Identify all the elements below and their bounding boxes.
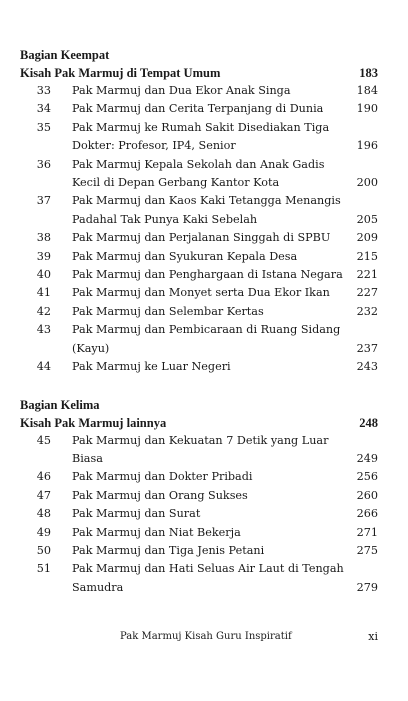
toc-entry[interactable] — [20, 156, 378, 193]
part-label: Bagian Keempat — [20, 48, 110, 62]
section-heading-title: Kisah Pak Marmuj di Tempat Umum — [20, 66, 221, 80]
toc-entry[interactable] — [20, 119, 378, 156]
toc-entry[interactable] — [20, 432, 378, 469]
entry-title: Pak Marmuj dan Penghargaan di Istana Negara — [72, 268, 343, 282]
entry-title: Pak Marmuj ke Luar Negeri — [72, 360, 231, 374]
toc-entry[interactable] — [20, 303, 378, 321]
toc-entry[interactable] — [20, 284, 378, 302]
footer-page-number: xi — [368, 630, 378, 643]
entry-title: Pak Marmuj dan Orang Sukses — [72, 488, 248, 502]
entry-title: Pak Marmuj dan Perjalanan Singgah di SPBU — [72, 231, 331, 245]
entry-title: Pak Marmuj dan Dua Ekor Anak Singa — [72, 84, 291, 97]
section-heading-page: 183 — [359, 66, 378, 80]
toc-entry[interactable] — [20, 524, 378, 542]
entry-title: Pak Marmuj dan Niat Bekerja — [72, 525, 241, 539]
toc-entry[interactable] — [20, 358, 378, 376]
entry-title: Pak Marmuj dan Dokter Pribadi — [72, 470, 253, 484]
toc-entry[interactable] — [20, 266, 378, 284]
entry-title: Pak Marmuj dan Kaos Kaki Tetangga Menangis Padahal Tak Punya Kaki Sebelah — [72, 194, 341, 226]
entry-number: 34 — [36, 102, 51, 116]
entry-page: 279 — [356, 580, 378, 594]
entry-page: 200 — [356, 176, 378, 190]
entry-page: 275 — [356, 543, 378, 557]
entry-page: 237 — [356, 341, 378, 355]
entry-page: 184 — [356, 84, 378, 97]
footer-book-title: Pak Marmuj Kisah Guru Inspiratif — [120, 631, 292, 642]
toc-entry[interactable] — [20, 468, 378, 486]
table-of-contents — [20, 46, 378, 597]
section-heading[interactable] — [20, 414, 378, 432]
entry-title: Pak Marmuj dan Kekuatan 7 Detik yang Luar Biasa — [72, 433, 329, 465]
entry-title: Pak Marmuj dan Surat — [72, 507, 201, 521]
entry-title: Pak Marmuj dan Hati Seluas Air Laut di Tengah Samudra — [72, 562, 344, 594]
entry-number: 39 — [36, 249, 51, 263]
entry-title: Pak Marmuj dan Monyet serta Dua Ekor Ikan — [72, 286, 330, 300]
entry-number: 46 — [36, 470, 51, 484]
toc-entry[interactable] — [20, 82, 378, 100]
entry-page: 221 — [356, 268, 378, 282]
toc-entry[interactable] — [20, 192, 378, 229]
entry-number: 44 — [36, 360, 51, 374]
toc-entry[interactable] — [20, 542, 378, 560]
entry-page: 190 — [356, 102, 378, 116]
entry-page: 266 — [356, 507, 378, 521]
toc-entry[interactable] — [20, 560, 378, 597]
entry-title: Pak Marmuj dan Selembar Kertas — [72, 304, 264, 318]
entry-page: 256 — [356, 470, 378, 484]
entry-number: 35 — [36, 120, 51, 134]
entry-title: Pak Marmuj Kepala Sekolah dan Anak Gadis Kecil di Depan Gerbang Kantor Kota — [72, 157, 325, 190]
entry-number: 51 — [36, 562, 51, 576]
entry-page: 271 — [356, 525, 378, 539]
part-label: Bagian Kelima — [20, 397, 100, 412]
entry-title: Pak Marmuj dan Pembicaraan di Ruang Sidang (Kayu) — [72, 323, 341, 355]
toc-entry[interactable] — [20, 487, 378, 505]
entry-number: 47 — [36, 488, 51, 502]
section-spacer — [20, 377, 378, 396]
entry-number: 33 — [36, 84, 51, 97]
entry-number: 50 — [36, 543, 51, 557]
section-heading-page: 248 — [359, 415, 378, 430]
toc-entry[interactable] — [20, 248, 378, 266]
toc-entry[interactable] — [20, 229, 378, 247]
entry-page: 215 — [356, 249, 378, 263]
entry-number: 42 — [36, 304, 51, 318]
entry-page: 209 — [356, 231, 378, 245]
entry-number: 40 — [36, 268, 51, 282]
entry-title: Pak Marmuj ke Rumah Sakit Disediakan Tiga Dokter: Profesor, IP4, Senior — [72, 120, 330, 153]
entry-page: 243 — [356, 360, 378, 374]
entry-number: 36 — [36, 157, 51, 171]
entry-title: Pak Marmuj dan Tiga Jenis Petani — [72, 543, 265, 557]
entry-page: 260 — [356, 488, 378, 502]
toc-entry[interactable] — [20, 505, 378, 523]
entry-page: 196 — [356, 139, 378, 153]
entry-page: 205 — [356, 212, 378, 226]
entry-number: 49 — [36, 525, 51, 539]
entry-page: 249 — [356, 451, 378, 465]
entry-title: Pak Marmuj dan Syukuran Kepala Desa — [72, 249, 298, 263]
entry-number: 45 — [36, 433, 51, 447]
section-heading-title: Kisah Pak Marmuj lainnya — [20, 415, 167, 430]
toc-entry[interactable] — [20, 321, 378, 358]
entry-number: 37 — [36, 194, 51, 208]
entry-number: 43 — [36, 323, 51, 337]
section-heading[interactable] — [20, 64, 378, 82]
entry-page: 227 — [356, 286, 378, 300]
toc-entry[interactable] — [20, 100, 378, 118]
entry-page: 232 — [356, 304, 378, 318]
entry-number: 38 — [36, 231, 51, 245]
entry-title: Pak Marmuj dan Cerita Terpanjang di Dunia — [72, 102, 324, 116]
entry-number: 41 — [36, 286, 51, 300]
entry-number: 48 — [36, 507, 51, 521]
